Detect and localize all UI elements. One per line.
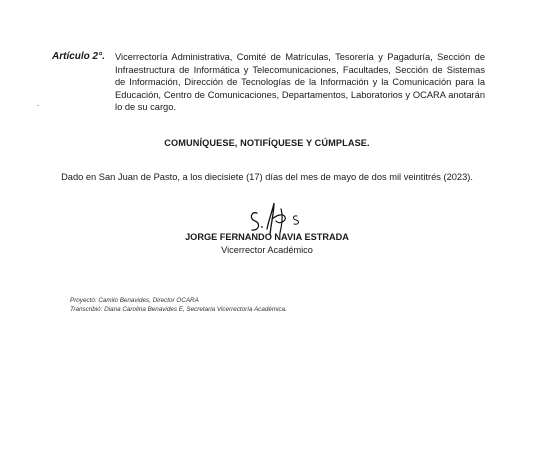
article-text: Vicerrectoría Administrativa, Comité de Matrículas, Tesorería y Pagaduría, Sección de Infraestructura de Informática y Telecomunicaciones, Facultades, Sección de Sistemas de Información, Dirección de Tecnologías de la Información y la Comunicación para la Educación, Centro de Comunicaciones, Departamentos, Laboratorios y OCARA anotarán lo de su cargo. [115,52,485,113]
transcribed-by: Transcribió: Diana Carolina Benavides E, Secretaria Vicerrectoría Académica. [70,305,287,313]
document-credits [70,297,287,314]
stray-mark: . [37,99,40,108]
prepared-by: Proyectó: Camilo Benavides, Director OCARA [70,297,199,304]
signatory-title: Vicerrector Académico [221,245,313,255]
article-label: Artículo 2°. [52,51,105,62]
signatory-name: JORGE FERNANDO NAVIA ESTRADA [185,232,349,242]
date-place-line: Dado en San Juan de Pasto, a los diecisiete (17) días del mes de mayo de dos mil veintitrés (2023). [61,172,473,182]
closing-formula: COMUNÍQUESE, NOTIFÍQUESE Y CÚMPLASE. [164,138,370,148]
